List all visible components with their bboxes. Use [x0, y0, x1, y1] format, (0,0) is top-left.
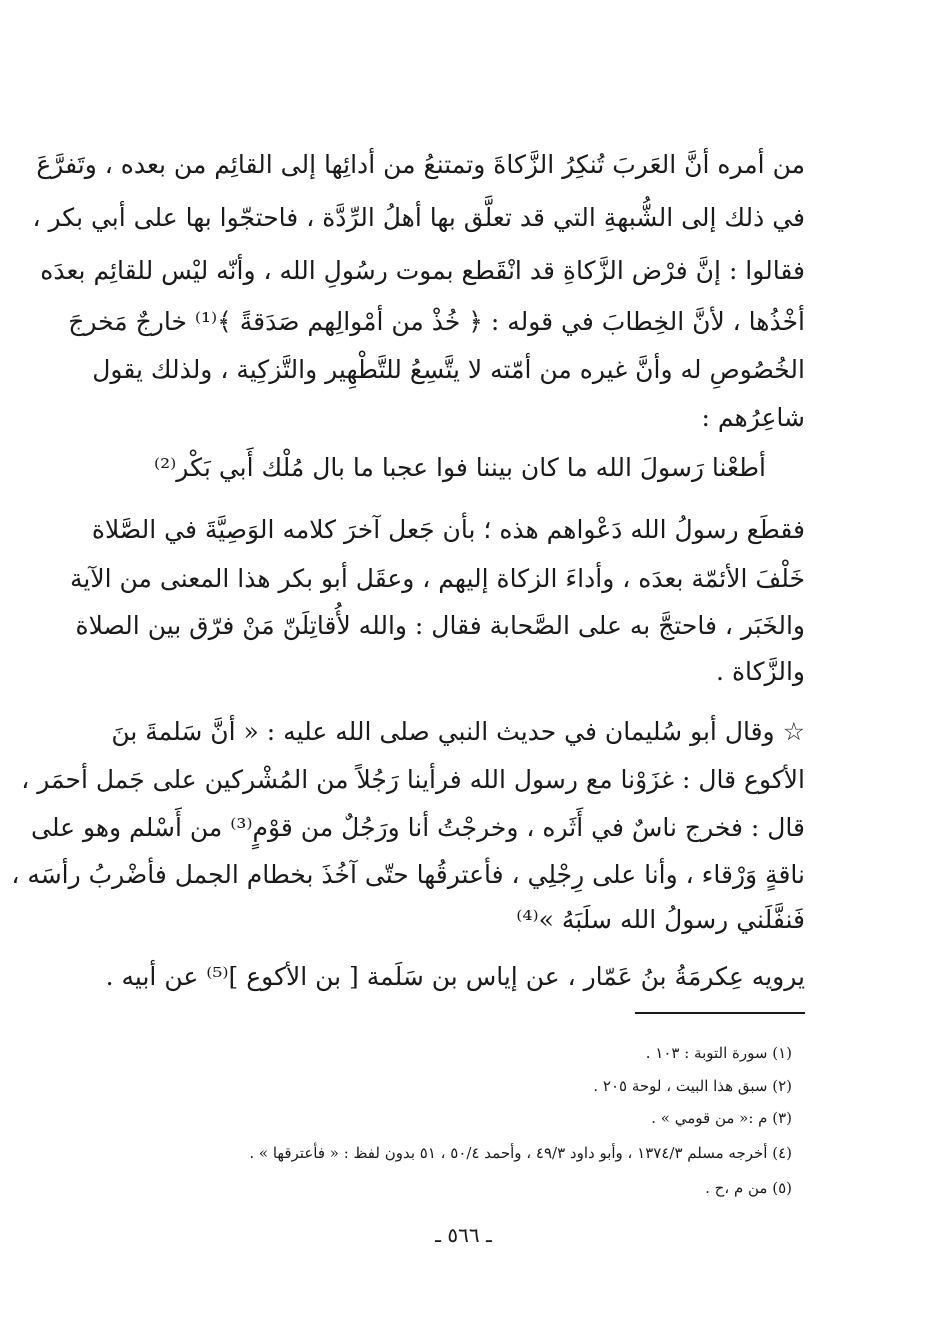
footnote-3: (٣) م :« من قومي » . — [651, 1109, 792, 1127]
footnote-separator — [635, 1012, 805, 1014]
footnote-1: (١) سورة التوبة : ١٠٣ . — [645, 1044, 792, 1062]
page-number: ـ ٥٦٦ ـ — [435, 1223, 492, 1247]
paragraph-1-line-6: شاعِرُهم : — [701, 403, 805, 432]
paragraph-2-line-3: والخَبَر ، فاحتجَّ به على الصَّحابة فقال : والله لأُقاتِلَنّ مَنْ فرّق بين الصلاة — [75, 611, 805, 640]
paragraph-3-line-2: الأكوع قال : غزَوْنا مع رسول الله فرأينا رَجُلاً من المُشْركين على جَمل أحمَر ، — [21, 765, 805, 794]
footnote-2: (٢) سبق هذا البيت ، لوحة ٢٠٥ . — [593, 1077, 792, 1095]
paragraph-1-line-3: فقالوا : إنَّ فرْض الزَّكاةِ قد انْقَطع بموت رسُولِ الله ، وأنّه ليْس للقائِم بعدَه — [40, 256, 805, 285]
footnote-5: (٥) من م ،ح . — [705, 1179, 792, 1197]
paragraph-3-line-4: ناقةٍ وَرْقاء ، وأنا على رِجْلِي ، فأعترقُها حتّى آخُذَ بخطام الجمل فأضْربُ رأسَه ، — [11, 860, 805, 889]
paragraph-3-line-1: ☆ وقال أبو سُليمان في حديث النبي صلى الله عليه : « أنَّ سَلمةَ بنَ — [111, 717, 805, 746]
paragraph-2-line-1: فقطَع رسولُ الله دَعْواهم هذه ؛ بأن جَعل آخرَ كلامه الوَصِيَّةَ في الصَّلاة — [91, 515, 805, 544]
paragraph-4: يرويه عِكرمَةُ بنُ عَمّار ، عن إياس بن سَلَمة [ بن الأكوع ]⁽⁵⁾ عن أبيه . — [105, 962, 805, 991]
paragraph-2-line-2: خَلْفَ الأئمّة بعدَه ، وأداءَ الزكاة إليهم ، وعقَل أبو بكر هذا المعنى من الآية — [70, 564, 805, 593]
paragraph-3-line-3: قال : فخرج ناسٌ في أَثَره ، وخرجْتُ أنا ورَجُلٌ من قوْمٍ⁽³⁾ من أَسْلم وهو على — [30, 813, 805, 842]
paragraph-2-line-4: والزَّكاة . — [716, 657, 805, 686]
paragraph-1-line-2: في ذلك إلى الشُّبهةِ التي قد تعلَّق بها أهلُ الرِّدَّة ، فاحتجّوا بها على أبي بكر ، — [32, 203, 805, 232]
paragraph-1-line-5: الخُصُوصِ له وأنَّ غيره من أمّته لا يتَّسِعُ للتَّطْهِير والتَّزكِية ، ولذلك يقول — [92, 355, 805, 384]
footnote-4: (٤) أخرجه مسلم ١٣٧٤/٣ ، وأبو داود ٤٩/٣ ، وأحمد ٥٠/٤ ، ٥١ بدون لفظ : « فأعترقها » . — [249, 1144, 792, 1162]
paragraph-1-line-4: أخْذُها ، لأنَّ الخِطابَ في قوله : ﴿ خُذْ من أمْوالِهم صَدَقةً ﴾⁽¹⁾ خارجٌ مَخرجَ — [68, 307, 805, 336]
paragraph-3-line-5: فَنفَّلَني رسولُ الله سلَبَهُ »⁽⁴⁾ — [516, 905, 805, 934]
poetry-verse: أطعْنا رَسولَ الله ما كان بيننا فوا عجبا ما بال مُلْك أَبي بَكْر⁽²⁾ — [154, 453, 766, 482]
paragraph-1-line-1: من أمره أنَّ العَربَ تُنكِرُ الزَّكاةَ وتمتنعُ من أدائِها إلى القائِم من بعده ، وتَفرَّعَ — [36, 150, 805, 179]
